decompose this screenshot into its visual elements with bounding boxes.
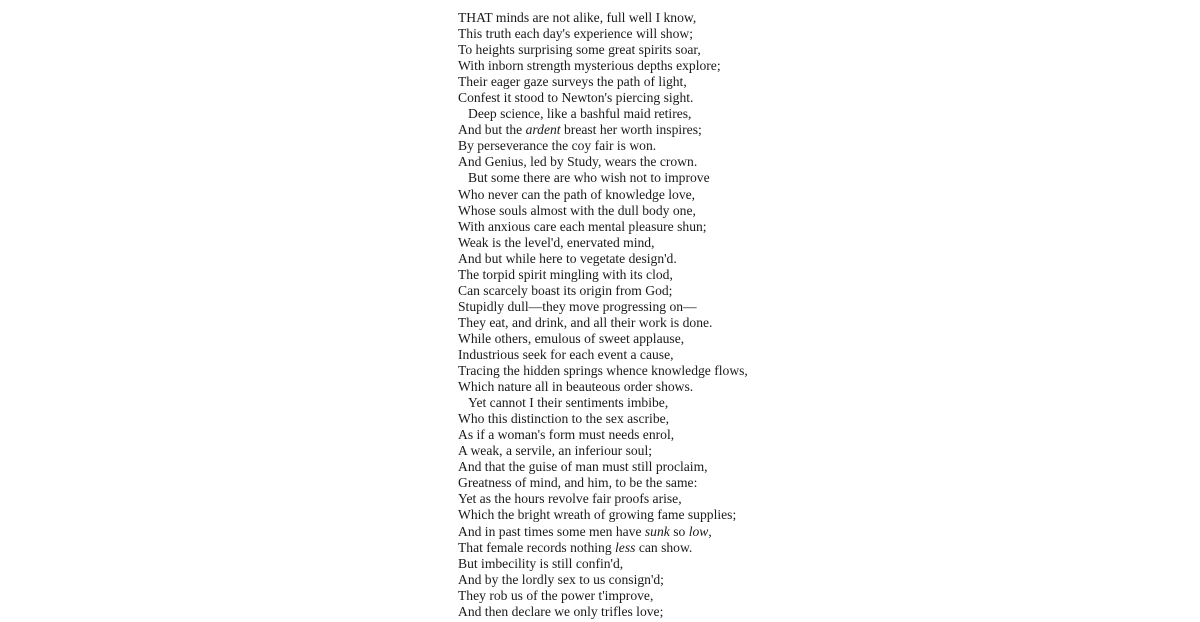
poem-line [458,491,748,507]
line-text: By perseverance the coy fair is won. [458,138,657,154]
line-text: so [669,523,689,539]
poem-line [458,283,748,299]
poem-line [458,556,748,572]
poem-line [458,299,748,315]
line-text: And by the lordly sex to us consign'd; [458,571,664,587]
line-text: But some there are who wish not to improve [468,170,710,186]
line-text: With anxious care each mental pleasure shun; [458,218,707,234]
poem-line [458,106,748,122]
line-text: And in past times some men have [458,523,645,539]
line-text: That female records nothing [458,539,616,555]
poem-line [458,572,748,588]
line-text: Confest it stood to Newton's piercing sight. [458,90,694,106]
line-text: Whose souls almost with the dull body one, [458,202,696,218]
poem-line [458,74,748,90]
line-text: While others, emulous of sweet applause, [458,330,685,346]
line-text: Weak is the level'd, enervated mind, [458,234,655,250]
poem-line [458,443,748,459]
italic-word: ardent [525,122,561,138]
line-text: Who this distinction to the sex ascribe, [458,411,670,427]
poem-line [458,122,748,138]
poem-line [458,170,748,186]
line-text: Their eager gaze surveys the path of light, [458,74,687,90]
poem-line [458,604,748,620]
poem-line [458,459,748,475]
line-text: THAT minds are not alike, full well I know, [458,10,697,25]
poem-line [458,26,748,42]
line-text: But imbecility is still confin'd, [458,555,624,571]
line-text: With inborn strength mysterious depths explore; [458,58,721,74]
line-text: Industrious seek for each event a cause, [458,346,674,362]
line-text: Stupidly dull—they move progressing on— [458,298,697,314]
line-text: Tracing the hidden springs whence knowledge flows, [458,363,748,379]
poem-line [458,58,748,74]
poem-line [458,203,748,219]
line-text: Yet as the hours revolve fair proofs arise, [458,491,682,507]
italic-word: less [615,539,636,555]
line-text: Deep science, like a bashful maid retires, [468,106,692,122]
poem-line [458,331,748,347]
poem-line [458,411,748,427]
line-text: And but while here to vegetate design'd. [458,250,677,266]
line-text: And but the [458,122,526,138]
line-text: Which nature all in beauteous order shows. [458,379,694,395]
line-text: And then declare we only trifles love; [458,603,664,619]
line-text: Which the bright wreath of growing fame supplies; [458,507,737,523]
line-text: Greatness of mind, and him, to be the same: [458,475,698,491]
poem-line [458,524,748,540]
line-text: The torpid spirit mingling with its clod, [458,266,673,282]
poem-line [458,187,748,203]
line-text: Who never can the path of knowledge love, [458,186,696,202]
line-text: And that the guise of man must still proclaim, [458,459,708,475]
line-text: And Genius, led by Study, wears the crown. [458,154,698,170]
poem-line [458,379,748,395]
poem-line [458,395,748,411]
poem-line [458,347,748,363]
poem-line [458,251,748,267]
line-text: They rob us of the power t'improve, [458,587,654,603]
poem-line [458,10,748,26]
poem-line [458,363,748,379]
poem-line [458,154,748,170]
line-text: To heights surprising some great spirits soar, [458,42,701,58]
poem-line [458,219,748,235]
poem-line [458,507,748,523]
poem-line [458,315,748,331]
poem-line [458,427,748,443]
line-text: Yet cannot I their sentiments imbibe, [468,395,669,411]
line-text: As if a woman's form must needs enrol, [458,427,675,443]
line-text: A weak, a servile, an inferiour soul; [458,443,653,459]
line-text: This truth each day's experience will show; [458,26,693,42]
poem-line [458,235,748,251]
line-text: , [708,523,712,539]
poem-line [458,588,748,604]
poem-line [458,42,748,58]
italic-word: sunk [644,523,670,539]
poem-line [458,267,748,283]
poem-text [458,10,748,620]
poem-line [458,90,748,106]
italic-word: low [688,523,709,539]
line-text: breast her worth inspires; [560,122,702,138]
poem-line [458,540,748,556]
line-text: They eat, and drink, and all their work is done. [458,314,713,330]
poem-line [458,475,748,491]
poem-line [458,138,748,154]
line-text: can show. [635,539,693,555]
line-text: Can scarcely boast its origin from God; [458,282,673,298]
